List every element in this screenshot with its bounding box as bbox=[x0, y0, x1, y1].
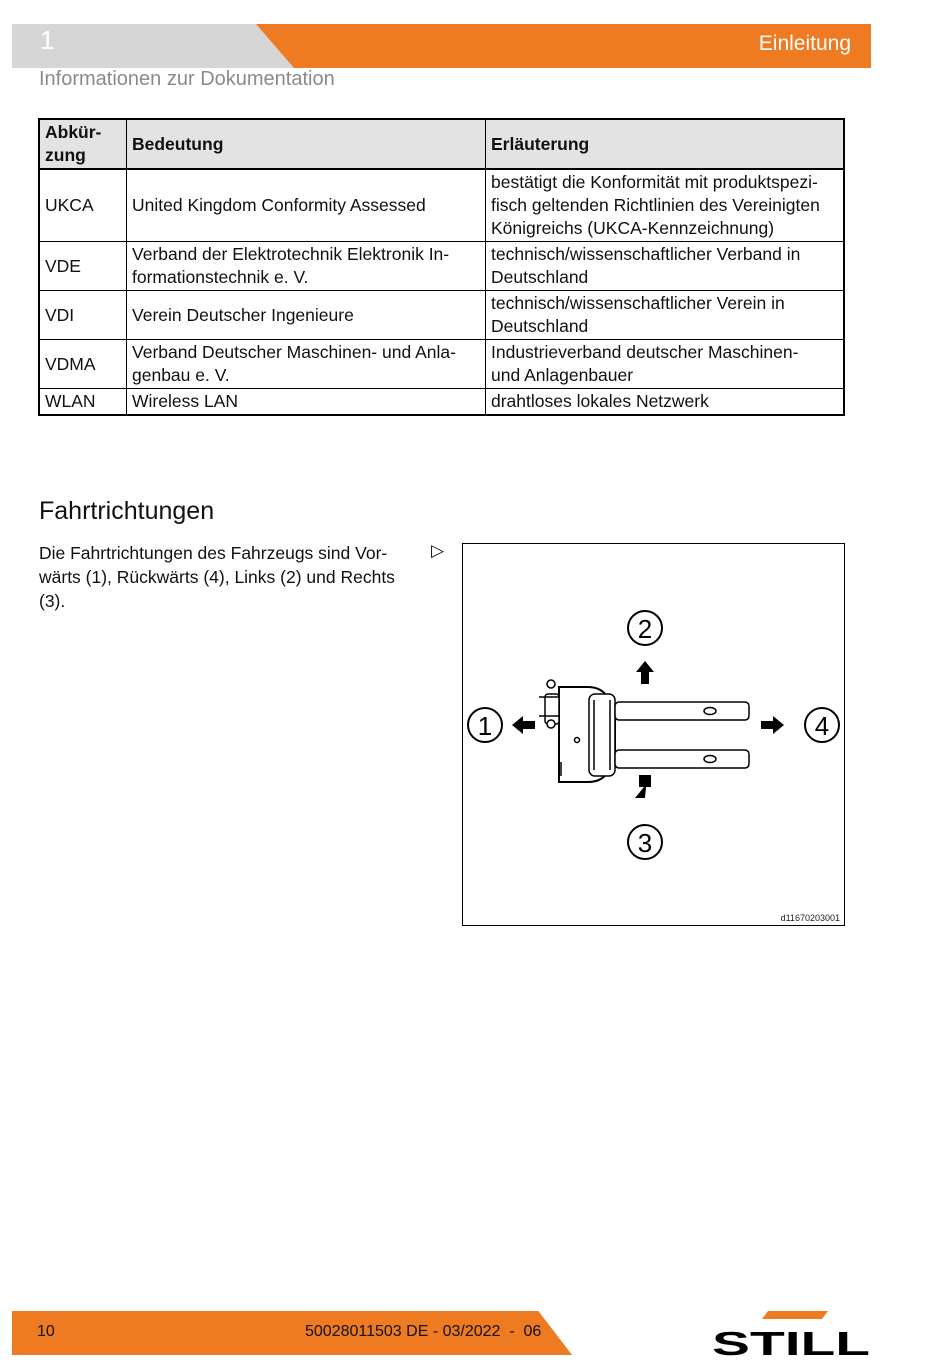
column-header-explanation: Erläuterung bbox=[486, 119, 845, 169]
cell-explanation: technisch/wissenschaftlicher Verband in Deutschland bbox=[486, 242, 845, 291]
document-id: 50028011503 DE - 03/2022 - 06 bbox=[305, 1323, 542, 1340]
table-row bbox=[39, 340, 844, 389]
cell-meaning: Verband Deutscher Maschinen- und Anla- genbau e. V. bbox=[127, 340, 486, 389]
cell-abbreviation: WLAN bbox=[39, 389, 127, 416]
logo-accent-bar bbox=[762, 1311, 828, 1319]
table-header-row bbox=[39, 119, 844, 169]
cell-explanation: Industrieverband deutscher Maschinen- und Anlagenbauer bbox=[486, 340, 845, 389]
cell-explanation: drahtloses lokales Netzwerk bbox=[486, 389, 845, 416]
figure-id: d11670203001 bbox=[780, 913, 840, 923]
section-paragraph: Die Fahrtrichtungen des Fahrzeugs sind Vor- wärts (1), Rückwärts (4), Links (2) und Rechts (3). bbox=[39, 543, 395, 611]
arrow-up-icon bbox=[636, 661, 654, 684]
direction-figure bbox=[462, 543, 845, 926]
cell-explanation: technisch/wissenschaftlicher Verein in Deutschland bbox=[486, 291, 845, 340]
cell-meaning: Verband der Elektrotechnik Elektronik In- formationstechnik e. V. bbox=[127, 242, 486, 291]
table-row bbox=[39, 291, 844, 340]
abbreviation-table bbox=[38, 118, 845, 416]
arrow-right-icon bbox=[761, 716, 784, 734]
logo-wordmark: STILL bbox=[712, 1325, 870, 1357]
page-number: 10 bbox=[37, 1323, 55, 1340]
cell-abbreviation: UKCA bbox=[39, 169, 127, 242]
figure-reference-icon: ▷ bbox=[431, 541, 445, 560]
table-row bbox=[39, 389, 844, 416]
table-row bbox=[39, 169, 844, 242]
cell-abbreviation: VDI bbox=[39, 291, 127, 340]
still-logo bbox=[712, 1311, 872, 1357]
cell-explanation: bestätigt die Konformität mit produktspezi- fisch geltenden Richtlinien des Vereinigten Königreichs (UKCA-Kennzeichnung) bbox=[486, 169, 845, 242]
direction-label-4: 4 bbox=[814, 711, 830, 741]
cell-abbreviation: VDMA bbox=[39, 340, 127, 389]
column-header-meaning: Bedeutung bbox=[127, 119, 486, 169]
arrow-down-icon bbox=[635, 775, 651, 798]
cell-abbreviation: VDE bbox=[39, 242, 127, 291]
table-row bbox=[39, 242, 844, 291]
section-heading: Fahrtrichtungen bbox=[39, 497, 215, 525]
section-header: Informationen zur Dokumentation bbox=[39, 68, 335, 90]
cell-meaning: Verein Deutscher Ingenieure bbox=[127, 291, 486, 340]
arrow-left-icon bbox=[512, 716, 535, 734]
cell-meaning: United Kingdom Conformity Assessed bbox=[127, 169, 486, 242]
chapter-title: Einleitung bbox=[758, 32, 851, 55]
direction-label-2: 2 bbox=[637, 614, 653, 644]
direction-label-3: 3 bbox=[637, 828, 653, 858]
pallet-truck-icon bbox=[539, 680, 749, 782]
direction-label-1: 1 bbox=[477, 711, 493, 741]
cell-meaning: Wireless LAN bbox=[127, 389, 486, 416]
truck-diagram bbox=[463, 544, 844, 925]
column-header-abbreviation: Abkür- zung bbox=[39, 119, 127, 169]
chapter-number: 1 bbox=[40, 25, 55, 55]
